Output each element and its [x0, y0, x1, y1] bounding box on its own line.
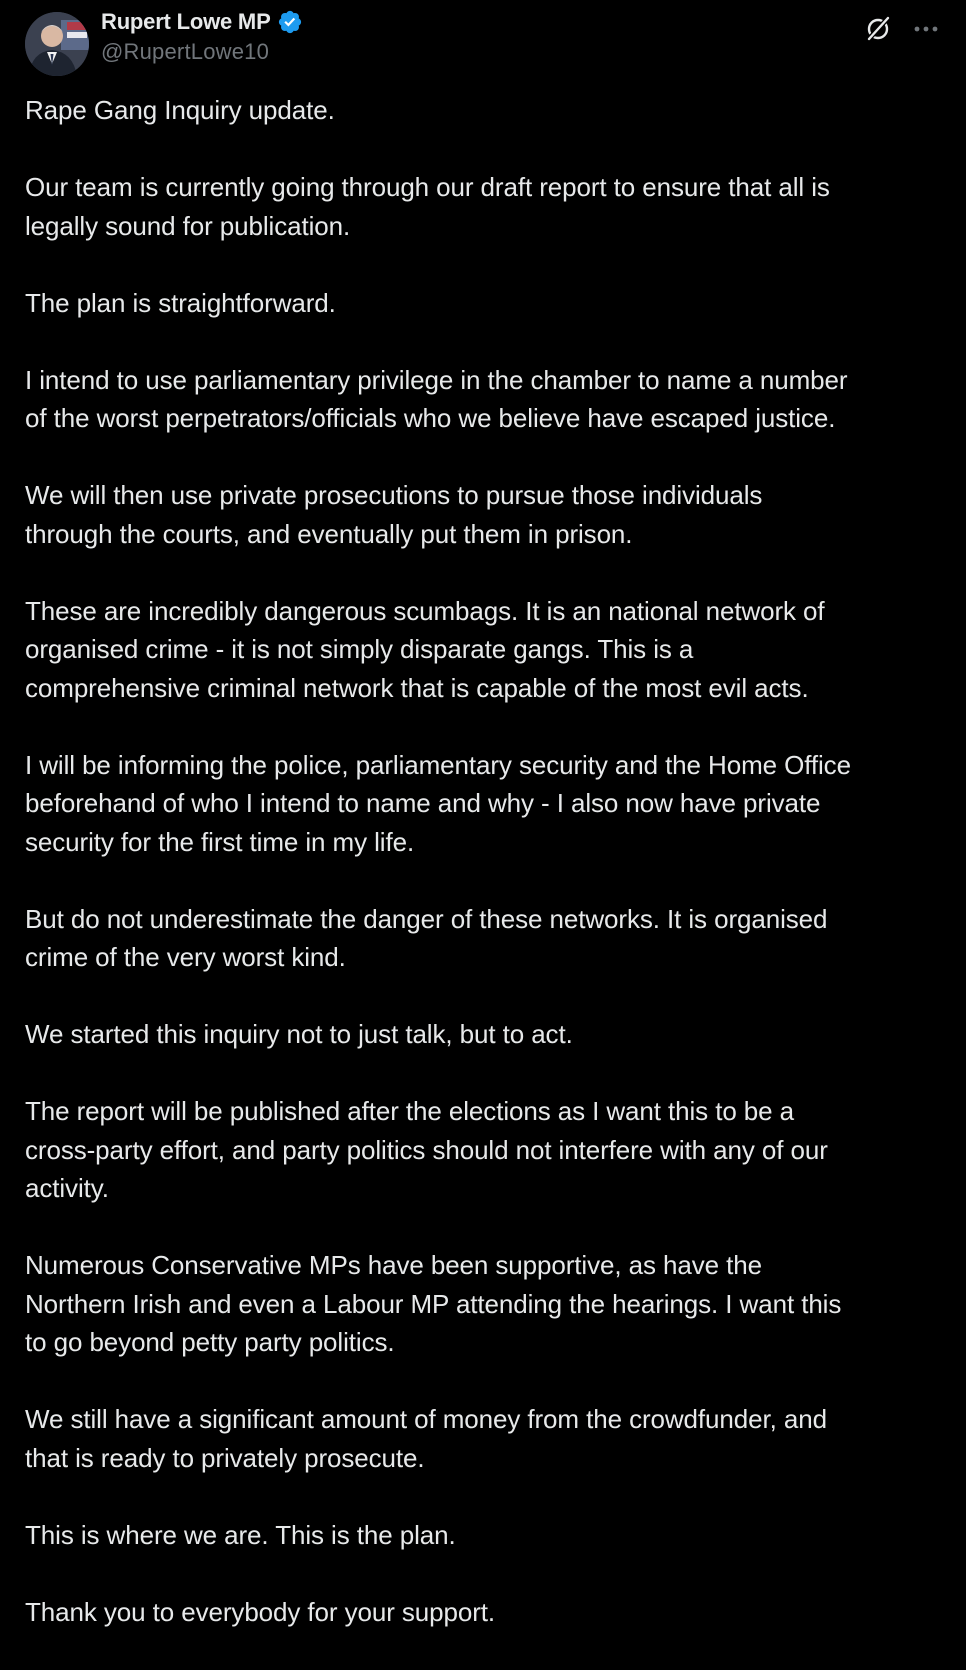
avatar[interactable] [25, 12, 89, 76]
tweet-paragraph: We still have a significant amount of money from the crowdfunder, and that is ready to privately prosecute. [25, 1404, 827, 1473]
tweet-paragraph: I intend to use parliamentary privilege in the chamber to name a number of the worst perpetrators/officials who we believe have escaped justice. [25, 364, 848, 433]
display-name[interactable]: Rupert Lowe MP [101, 9, 271, 34]
tweet-paragraph: We will then use private prosecutions to pursue those individuals through the courts, and eventually put them in prison. [25, 480, 763, 549]
tweet-paragraph: Thank you to everybody for your support. [25, 1596, 496, 1627]
handle[interactable]: @RupertLowe10 [101, 39, 270, 64]
tweet-paragraph: Our team is currently going through our draft report to ensure that all is legally sound for publication. [25, 172, 830, 241]
author-info [101, 8, 303, 65]
more-options-icon[interactable] [911, 14, 941, 44]
grok-icon[interactable] [863, 14, 893, 44]
tweet-paragraph: The report will be published after the elections as I want this to be a cross-party effort, and party politics should not interfere with any of our activity. [25, 1096, 828, 1203]
tweet-text [25, 91, 945, 1670]
tweet-actions [863, 14, 941, 44]
tweet-paragraph: This is where we are. This is the plan. [25, 1519, 456, 1550]
tweet-paragraph: These are incredibly dangerous scumbags. It is an national network of organised crime - it is not simply disparate gangs. This is a comprehensive criminal network that is capable of the most evil acts. [25, 595, 825, 703]
tweet-paragraph: Rape Gang Inquiry update. [25, 95, 335, 125]
tweet-paragraph: The plan is straightforward. [25, 287, 336, 318]
display-name-line [101, 8, 303, 36]
tweet-paragraph: But do not underestimate the danger of these networks. It is organised crime of the very worst kind. [25, 903, 828, 972]
tweet-paragraph: I will be informing the police, parliamentary security and the Home Office beforehand of who I intend to name and why - I also now have private security for the first time in my life. [25, 749, 851, 857]
tweet-paragraph: Numerous Conservative MPs have been supportive, as have the Northern Irish and even a Labour MP attending the hearings. I want this to go beyond petty party politics. [25, 1250, 842, 1357]
verified-badge-icon[interactable] [277, 9, 303, 35]
tweet-paragraph: We started this inquiry not to just talk, but to act. [25, 1019, 573, 1049]
avatar-photo-icon [25, 12, 89, 76]
tweet-header [25, 8, 941, 72]
